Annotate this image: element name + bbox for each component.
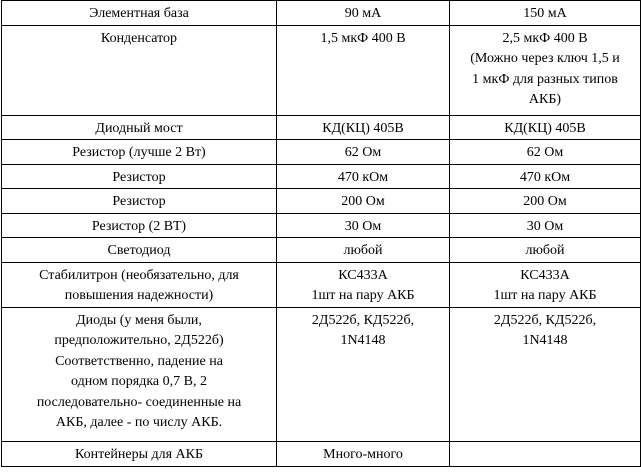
- value-90ma: любой: [277, 238, 450, 263]
- table-row: [2, 238, 641, 263]
- components-table: [1, 0, 641, 467]
- component-name: Резистор: [2, 164, 277, 189]
- table-row: [2, 25, 641, 115]
- table-row: [2, 262, 641, 307]
- header-150ma: 150 мА: [450, 1, 641, 26]
- value-150ma: [450, 441, 641, 466]
- component-name: Резистор (2 ВТ): [2, 213, 277, 238]
- value-150ma: любой: [450, 238, 641, 263]
- table-row: [2, 140, 641, 165]
- table-row: [2, 189, 641, 214]
- component-name: Контейнеры для АКБ: [2, 441, 277, 466]
- value-150ma: КС433А 1шт на пару АКБ: [450, 262, 641, 307]
- component-name: Резистор (лучше 2 Вт): [2, 140, 277, 165]
- table-row: [2, 441, 641, 466]
- table-row: [2, 115, 641, 140]
- component-name: Диодный мост: [2, 115, 277, 140]
- component-name: Светодиод: [2, 238, 277, 263]
- value-150ma: 62 Ом: [450, 140, 641, 165]
- component-name: Диоды (у меня были, предположительно, 2Д522б) Соответственно, падение на одном порядка 0,7 В, 2 последовательно- соединенные на АКБ, далее - по числу АКБ.: [2, 307, 277, 441]
- table-row: [2, 213, 641, 238]
- value-90ma: 62 Ом: [277, 140, 450, 165]
- value-90ma: 1,5 мкФ 400 В: [277, 25, 450, 115]
- value-150ma: 2Д522б, КД522б, 1N4148: [450, 307, 641, 441]
- value-150ma: 470 кОм: [450, 164, 641, 189]
- value-150ma: КД(КЦ) 405В: [450, 115, 641, 140]
- value-90ma: 30 Ом: [277, 213, 450, 238]
- value-150ma: 200 Ом: [450, 189, 641, 214]
- component-name: Резистор: [2, 189, 277, 214]
- table-row: [2, 307, 641, 441]
- header-component: Элементная база: [2, 1, 277, 26]
- table-header-row: [2, 1, 641, 26]
- value-150ma: 2,5 мкФ 400 В (Можно через ключ 1,5 и 1 мкФ для разных типов АКБ): [450, 25, 641, 115]
- value-90ma: КС433А 1шт на пару АКБ: [277, 262, 450, 307]
- table-row: [2, 164, 641, 189]
- component-name: Стабилитрон (необязательно, для повышения надежности): [2, 262, 277, 307]
- component-name: Конденсатор: [2, 25, 277, 115]
- value-90ma: 2Д522б, КД522б, 1N4148: [277, 307, 450, 441]
- value-90ma: Много-много: [277, 441, 450, 466]
- value-90ma: КД(КЦ) 405В: [277, 115, 450, 140]
- value-90ma: 470 кОм: [277, 164, 450, 189]
- header-90ma: 90 мА: [277, 1, 450, 26]
- value-150ma: 30 Ом: [450, 213, 641, 238]
- value-90ma: 200 Ом: [277, 189, 450, 214]
